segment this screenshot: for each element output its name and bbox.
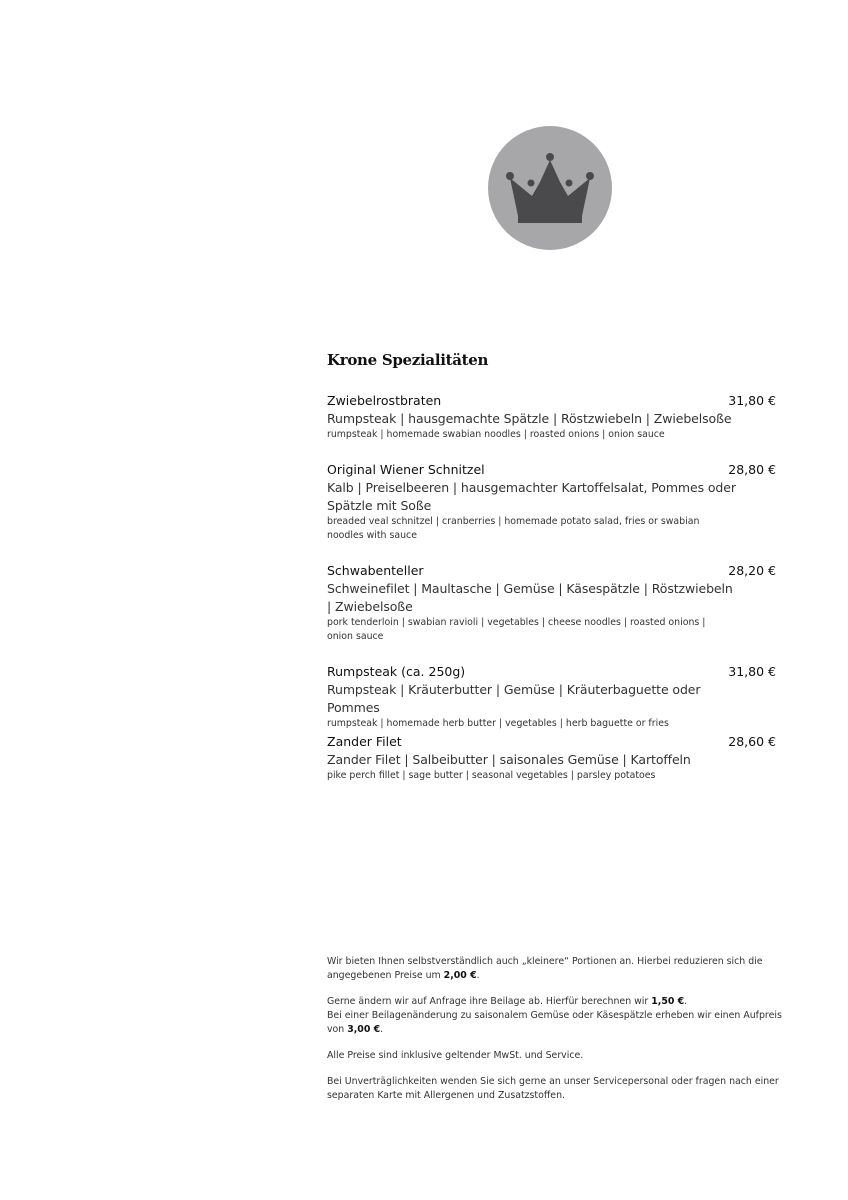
menu-item: [327, 663, 782, 731]
item-description-de: Zander Filet | Salbeibutter | saisonales Gemüse | Kartoffeln: [327, 752, 691, 767]
item-description-en: pike perch fillet | sage butter | seasonal vegetables | parsley potatoes: [327, 770, 656, 781]
footer-notes: [327, 955, 797, 1115]
item-description-de: Rumpsteak | hausgemachte Spätzle | Röstzwiebeln | Zwiebelsoße: [327, 411, 732, 426]
footer-text: .: [684, 996, 688, 1007]
menu-item: [327, 461, 782, 543]
item-name: Schwabenteller: [327, 563, 424, 578]
item-price: 31,80 €: [728, 664, 776, 679]
item-description-en: rumpsteak | homemade swabian noodles | roasted onions | onion sauce: [327, 429, 665, 440]
footer-text: Bei einer Beilagenänderung zu saisonalem Gemüse oder Käsespätzle erheben wir einen Aufpreis von: [327, 1010, 782, 1035]
menu-item: [327, 733, 782, 783]
footer-amount: 1,50 €: [651, 996, 685, 1007]
menu-item: [327, 562, 782, 644]
footer-portion-note: [327, 955, 797, 983]
item-description-en: pork tenderloin | swabian ravioli | vegetables | cheese noodles | roasted onions | onion sauce: [327, 617, 706, 642]
footer-text: Wir bieten Ihnen selbstverständlich auch „kleinere“ Portionen an. Hierbei reduzieren sich die angegebenen Preise um: [327, 956, 763, 981]
item-description-en: rumpsteak | homemade herb butter | vegetables | herb baguette or fries: [327, 718, 669, 729]
footer-side-dish-note: [327, 995, 797, 1037]
item-name: Zwiebelrostbraten: [327, 393, 442, 408]
footer-amount: 2,00 €: [443, 970, 477, 981]
footer-text: Gerne ändern wir auf Anfrage ihre Beilage ab. Hierfür berechnen wir: [327, 996, 652, 1007]
item-description-de: Schweinefilet | Maultasche | Gemüse | Käsespätzle | Röstzwiebeln | Zwiebelsoße: [327, 581, 733, 614]
item-description-de: Kalb | Preiselbeeren | hausgemachter Kartoffelsalat, Pommes oder Spätzle mit Soße: [327, 480, 736, 513]
footer-text: .: [476, 970, 480, 981]
footer-amount: 3,00 €: [347, 1024, 381, 1035]
item-price: 28,20 €: [728, 563, 776, 578]
item-name: Rumpsteak (ca. 250g): [327, 664, 466, 679]
item-name: Original Wiener Schnitzel: [327, 462, 485, 477]
footer-text: .: [380, 1024, 384, 1035]
item-price: 28,80 €: [728, 462, 776, 477]
crown-logo: [488, 126, 612, 250]
item-description-de: Rumpsteak | Kräuterbutter | Gemüse | Kräuterbaguette oder Pommes: [327, 682, 701, 715]
item-name: Zander Filet: [327, 734, 402, 749]
item-price: 31,80 €: [728, 393, 776, 408]
crown-icon: [488, 126, 612, 250]
menu-item: [327, 392, 782, 442]
item-price: 28,60 €: [728, 734, 776, 749]
section-title: Krone Spezialitäten: [327, 351, 489, 369]
footer-tax-note: Alle Preise sind inklusive geltender MwSt. und Service.: [327, 1050, 584, 1061]
item-description-en: breaded veal schnitzel | cranberries | homemade potato salad, fries or swabian noodles with sauce: [327, 516, 700, 541]
footer-allergen-note: Bei Unverträglichkeiten wenden Sie sich gerne an unser Servicepersonal oder fragen nach einer separaten Karte mit Allergenen und Zusatzstoffen.: [327, 1076, 779, 1101]
